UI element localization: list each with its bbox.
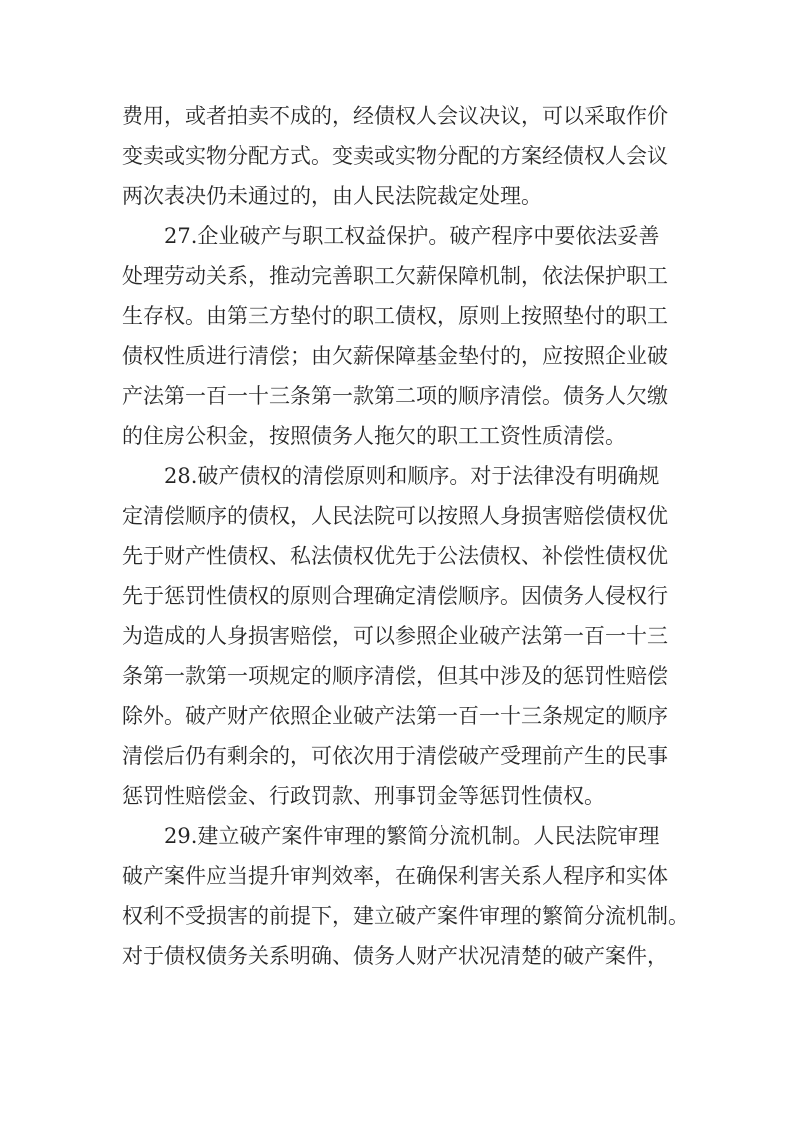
section-28-heading-line: 28.破产债权的清偿原则和顺序。对于法律没有明确规 bbox=[164, 464, 660, 488]
document-body bbox=[122, 96, 692, 976]
text-line: 破产案件应当提升审判效率，在确保利害关系人程序和实体 bbox=[122, 864, 668, 888]
text-line: 产法第一百一十三条第一款第二项的顺序清偿。债务人欠缴 bbox=[122, 384, 668, 408]
text-line: 费用，或者拍卖不成的，经债权人会议决议，可以采取作价 bbox=[122, 104, 668, 128]
text-line: 两次表决仍未通过的，由人民法院裁定处理。 bbox=[122, 184, 542, 208]
text-line: 生存权。由第三方垫付的职工债权，原则上按照垫付的职工 bbox=[122, 304, 668, 328]
section-29-heading-line: 29.建立破产案件审理的繁简分流机制。人民法院审理 bbox=[164, 824, 660, 848]
text-line: 先于惩罚性债权的原则合理确定清偿顺序。因债务人侵权行 bbox=[122, 584, 668, 608]
text-line: 除外。破产财产依照企业破产法第一百一十三条规定的顺序 bbox=[122, 704, 668, 728]
text-line: 惩罚性赔偿金、行政罚款、刑事罚金等惩罚性债权。 bbox=[122, 784, 605, 808]
text-line: 先于财产性债权、私法债权优先于公法债权、补偿性债权优 bbox=[122, 544, 668, 568]
text-line: 债权性质进行清偿；由欠薪保障基金垫付的，应按照企业破 bbox=[122, 344, 668, 368]
text-line: 定清偿顺序的债权，人民法院可以按照人身损害赔偿债权优 bbox=[122, 504, 668, 528]
text-line: 对于债权债务关系明确、债务人财产状况清楚的破产案件， bbox=[122, 944, 668, 968]
text-line: 为造成的人身损害赔偿，可以参照企业破产法第一百一十三 bbox=[122, 624, 668, 648]
text-line: 的住房公积金，按照债务人拖欠的职工工资性质清偿。 bbox=[122, 424, 626, 448]
section-27-heading-line: 27.企业破产与职工权益保护。破产程序中要依法妥善 bbox=[164, 224, 660, 248]
text-line: 变卖或实物分配方式。变卖或实物分配的方案经债权人会议 bbox=[122, 144, 668, 168]
text-line: 清偿后仍有剩余的，可依次用于清偿破产受理前产生的民事 bbox=[122, 744, 668, 768]
text-line: 条第一款第一项规定的顺序清偿，但其中涉及的惩罚性赔偿 bbox=[122, 664, 668, 688]
text-line: 权利不受损害的前提下，建立破产案件审理的繁简分流机制。 bbox=[122, 904, 689, 928]
text-line: 处理劳动关系，推动完善职工欠薪保障机制，依法保护职工 bbox=[122, 264, 668, 288]
